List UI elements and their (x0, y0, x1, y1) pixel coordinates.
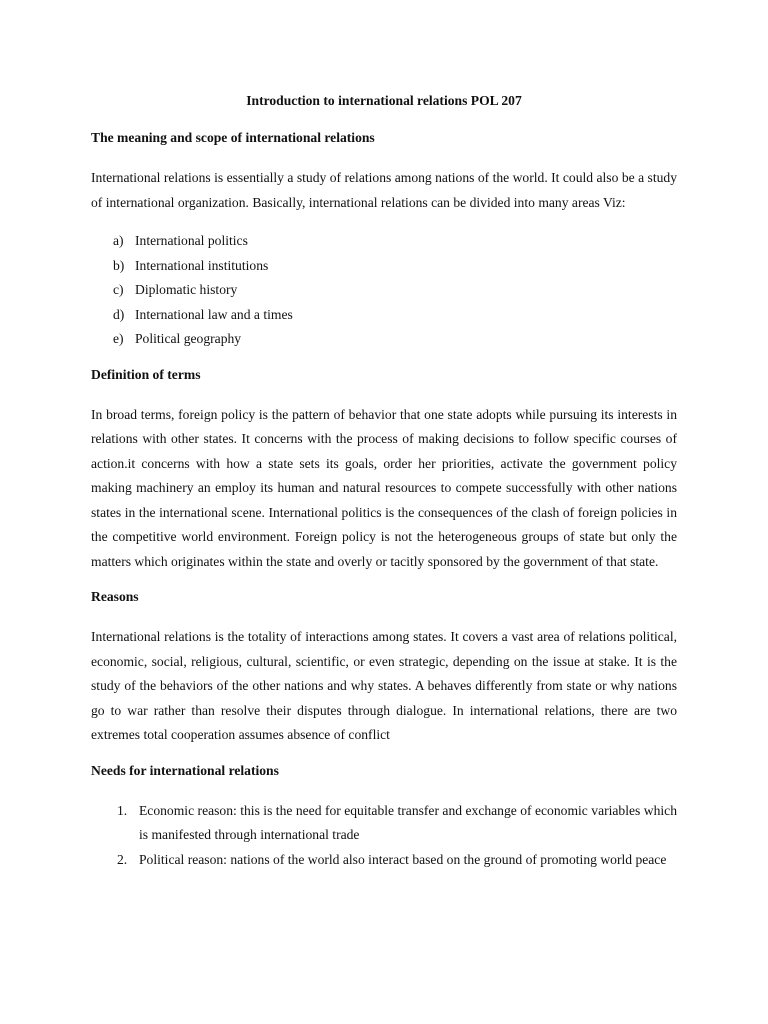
section-heading-meaning: The meaning and scope of international relations (91, 130, 375, 145)
list-item (91, 799, 677, 848)
list-marker: 1. (117, 802, 128, 818)
list-marker: 2. (117, 851, 128, 867)
section-heading-reasons: Reasons (91, 589, 139, 604)
paragraph-definition: In broad terms, foreign policy is the pattern of behavior that one state adopts while pursuing its interests in relations with other states. It concerns with the process of making decisions to follow specific courses of action.it concerns with how a state sets its goals, order her priorities, activate the government policy making machinery an employ its human and natural resources to compete successfully with other nations states in the international scene. International politics is the consequences of the clash of foreign policies in the competitive world environment. Foreign policy is not the heterogeneous groups of state but only the matters which originates within the state and overly or tacitly sponsored by the government of that state. (91, 406, 677, 569)
areas-list (91, 229, 677, 352)
list-marker: a) (113, 233, 124, 248)
list-item (91, 848, 677, 873)
needs-list (91, 799, 677, 873)
section-heading-definition: Definition of terms (91, 366, 201, 382)
list-item (91, 229, 677, 254)
list-item-text: International law and a times (135, 306, 293, 322)
document-body (91, 91, 677, 872)
list-item-text: Political geography (135, 331, 242, 346)
list-item (91, 278, 677, 303)
list-marker: d) (113, 306, 125, 322)
list-marker: e) (113, 331, 124, 346)
list-item-text: Economic reason: this is the need for equitable transfer and exchange of economic variables which is manifested through international trade (139, 802, 677, 842)
list-item-text: Political reason: nations of the world also interact based on the ground of promoting world peace (139, 851, 667, 867)
page-title: Introduction to international relations POL 207 (246, 93, 522, 108)
paragraph-reasons: International relations is the totality of interactions among states. It covers a vast area of relations political, economic, social, religious, cultural, scientific, or even strategic, depending on the issue at stake. It is the study of the behaviors of the other nations and why states. A behaves differently from state or why nations go to war rather than resolve their disputes through dialogue. In international relations, there are two extremes total cooperation assumes absence of conflict (91, 629, 677, 742)
section-heading-needs: Needs for international relations (91, 762, 279, 778)
list-marker: b) (113, 257, 125, 273)
list-item-text: Diplomatic history (135, 282, 238, 297)
paragraph-meaning: International relations is essentially a study of relations among nations of the world. It could also be a study of international organization. Basically, international relations can be divided into many areas Viz: (91, 170, 677, 210)
list-item (91, 303, 677, 328)
list-marker: c) (113, 282, 124, 297)
list-item (91, 254, 677, 279)
list-item (91, 327, 677, 352)
list-item-text: International institutions (135, 257, 269, 273)
list-item-text: International politics (135, 233, 248, 248)
